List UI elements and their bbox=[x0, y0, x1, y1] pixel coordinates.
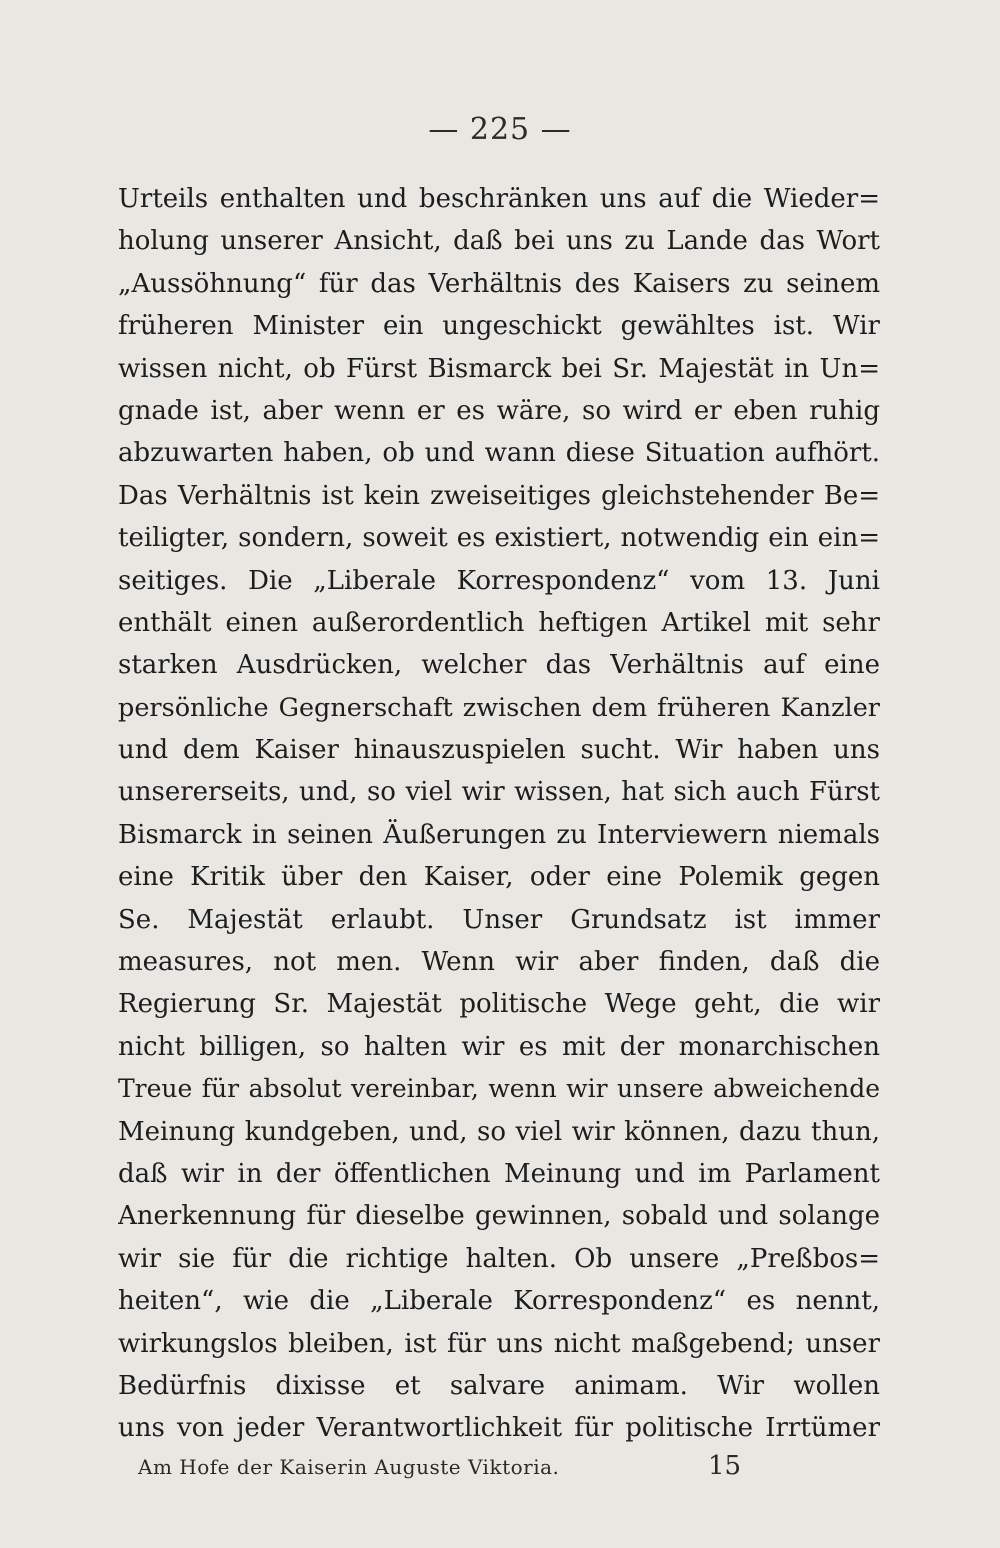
text-line: unsererseits, und, so viel wir wissen, hat sich auch Fürst bbox=[118, 777, 880, 808]
page-number-header: — 225 — bbox=[428, 112, 572, 147]
text-line: wissen nicht, ob Fürst Bismarck bei Sr. Majestät in Un= bbox=[118, 353, 880, 384]
text-line: Treue für absolut vereinbar, wenn wir unsere abweichende bbox=[118, 1074, 880, 1104]
text-line: Das Verhältnis ist kein zweiseitiges gleichstehender Be= bbox=[118, 480, 880, 511]
text-line: enthält einen außerordentlich heftigen Artikel mit sehr bbox=[118, 607, 880, 638]
text-line: heiten“, wie die „Liberale Korrespondenz“ es nennt, bbox=[118, 1286, 880, 1317]
text-line: früheren Minister ein ungeschickt gewähltes ist. Wir bbox=[118, 311, 880, 342]
text-line: nicht billigen, so halten wir es mit der monarchischen bbox=[118, 1031, 880, 1062]
text-line: Se. Majestät erlaubt. Unser Grundsatz ist immer bbox=[118, 904, 880, 935]
text-line: und dem Kaiser hinauszuspielen sucht. Wir haben uns bbox=[118, 735, 880, 766]
text-line: Bedürfnis dixisse et salvare animam. Wir wollen bbox=[118, 1370, 880, 1401]
text-line: uns von jeder Verantwortlichkeit für politische Irrtümer bbox=[118, 1413, 880, 1444]
text-line: wirkungslos bleiben, ist für uns nicht maßgebend; unser bbox=[118, 1328, 880, 1359]
text-line: persönliche Gegnerschaft zwischen dem früheren Kanzler bbox=[118, 692, 880, 723]
text-line: starken Ausdrücken, welcher das Verhältnis auf eine bbox=[118, 650, 880, 681]
page-footer bbox=[138, 1451, 758, 1485]
text-line: teiligter, sondern, soweit es existiert, notwendig ein ein= bbox=[118, 523, 880, 554]
text-line: „Aussöhnung“ für das Verhältnis des Kaisers zu seinem bbox=[118, 268, 880, 299]
body-text bbox=[118, 178, 880, 1450]
text-line: holung unserer Ansicht, daß bei uns zu Lande das Wort bbox=[118, 226, 880, 257]
running-title: Am Hofe der Kaiserin Auguste Viktoria. bbox=[138, 1455, 560, 1479]
text-line: gnade ist, aber wenn er es wäre, so wird er eben ruhig bbox=[118, 395, 880, 426]
text-line: seitiges. Die „Liberale Korrespondenz“ vom 13. Juni bbox=[118, 565, 880, 596]
text-line: Urteils enthalten und beschränken uns auf die Wieder= bbox=[118, 184, 880, 214]
text-line: measures, not men. Wenn wir aber finden, daß die bbox=[118, 947, 880, 978]
text-line: abzuwarten haben, ob und wann diese Situation aufhört. bbox=[118, 438, 880, 469]
text-line: wir sie für die richtige halten. Ob unsere „Preßbos= bbox=[118, 1243, 880, 1274]
text-line: Regierung Sr. Majestät politische Wege geht, die wir bbox=[118, 989, 880, 1020]
text-line: Meinung kundgeben, und, so viel wir können, dazu thun, bbox=[118, 1116, 880, 1147]
text-line: Anerkennung für dieselbe gewinnen, sobald und solange bbox=[118, 1201, 880, 1232]
text-line: eine Kritik über den Kaiser, oder eine Polemik gegen bbox=[118, 862, 880, 893]
signature-mark: 15 bbox=[708, 1451, 742, 1481]
text-line: Bismarck in seinen Äußerungen zu Interviewern niemals bbox=[118, 819, 880, 850]
text-line: daß wir in der öffentlichen Meinung und im Parlament bbox=[118, 1158, 880, 1189]
